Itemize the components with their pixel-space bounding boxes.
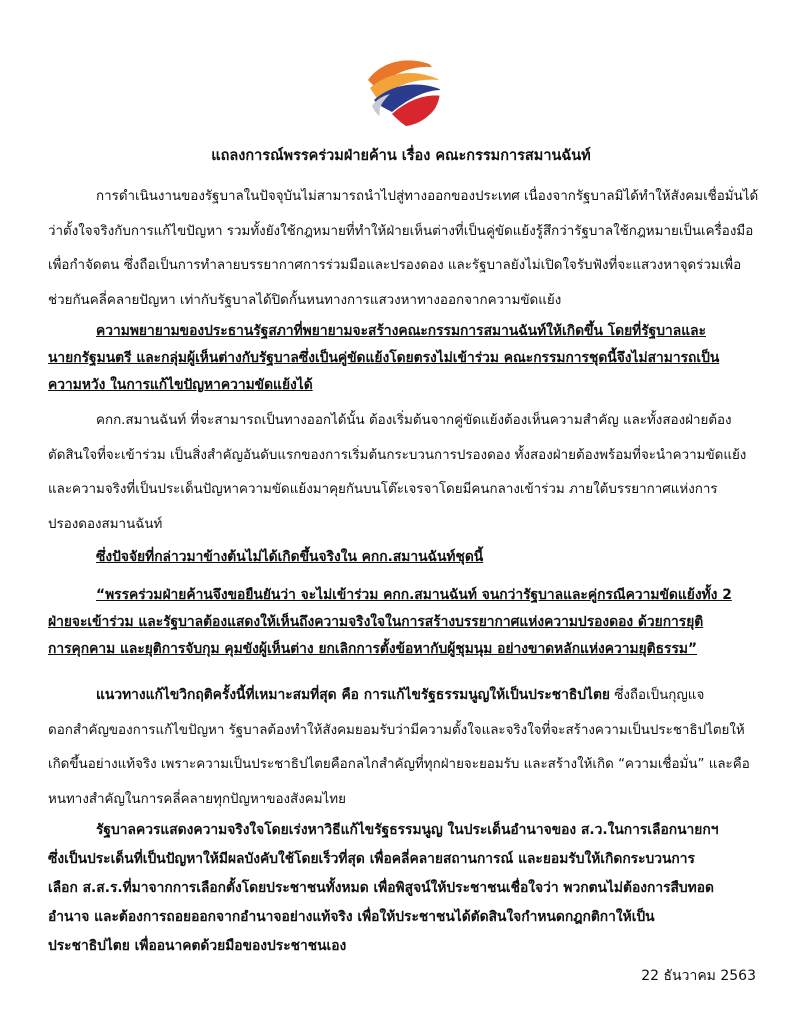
text-line: รัฐบาลควรแสดงความจริงใจโดยเร่งหาวิธีแก้ไขรัฐธรรมนูญ ในประเด็นอำนาจของ ส.ว.ในการเลือกนายกฯ [96, 822, 719, 838]
paragraph-parliament-president-effort [48, 318, 756, 399]
text-line: ว่าตั้งใจจริงกับการแก้ไขปัญหา รวมทั้งยังใช้กฎหมายที่ทำให้ฝ่ายเห็นต่างที่เป็นคู่ขัดแย้งรู้สึกว่ารัฐบาลใช้กฎหมายเป็นเครื่องมือ [48, 223, 754, 239]
statement-title: แถลงการณ์พรรคร่วมฝ่ายค้าน เรื่อง คณะกรรมการสมานฉันท์ [211, 148, 591, 164]
paragraph-constitution-amendment [48, 816, 756, 961]
paragraph-crisis-solution [48, 678, 756, 817]
text-line: “พรรคร่วมฝ่ายค้านจึงขอยืนยันว่า จะไม่เข้าร่วม คกก.สมานฉันท์ จนกว่ารัฐบาลและคู่กรณีความขัดแย้งทั้ง 2 [96, 587, 732, 603]
text-line: หนทางสำคัญในการคลี่คลายทุกปัญหาของสังคมไทย [48, 791, 346, 807]
text-line: ดอกสำคัญของการแก้ไขปัญหา รัฐบาลต้องทำให้สังคมยอมรับว่ามีความตั้งใจและจริงใจที่จะสร้างความเป็นประชาธิปไตยให้ [48, 722, 745, 738]
text-line: และความจริงที่เป็นประเด็นปัญหาความขัดแย้งมาคุยกันบนโต๊ะเจรจาโดยมีคนกลางเข้าร่วม ภายใต้บรรยากาศแห่งการ [48, 482, 718, 497]
text-line: ซึ่งปัจจัยที่กล่าวมาข้างต้นไม่ได้เกิดขึ้นจริงใน คกก.สมานฉันท์ชุดนี้ [96, 549, 484, 565]
paragraph-government-performance [48, 180, 759, 318]
paragraph-reconciliation-committee [48, 404, 756, 542]
text-line: อำนาจ และต้องการถอยออกจากอำนาจอย่างแท้จริง เพื่อให้ประชาชนได้ตัดสินใจกำหนดกฎกติกาให้เป็น [48, 909, 655, 925]
statement-date: 22 ธันวาคม 2563 [641, 968, 756, 984]
text-line: ซึ่งเป็นประเด็นที่เป็นปัญหาให้มีผลบังคับใช้โดยเร็วที่สุด เพื่อคลี่คลายสถานการณ์ และยอมรับให้เกิดกระบวนการ [48, 851, 695, 867]
paragraph-factors-summary [48, 544, 756, 570]
text-line: ความหวัง ในการแก้ไขปัญหาความขัดแย้งได้ [48, 377, 313, 393]
text-line: เพื่อกำจัดตน ซึ่งถือเป็นการทำลายบรรยากาศการร่วมมือและปรองดอง และรัฐบาลยังไม่เปิดใจรับฟังที่จะแสวงหาจุดร่วมเพื่อ [48, 258, 742, 273]
text-lead: แนวทางแก้ไขวิกฤติครั้งนี้ที่เหมาะสมที่สุด คือ การแก้ไขรัฐธรรมนูญให้เป็นประชาธิปไตย [96, 687, 611, 703]
text-line: ประชาธิปไตย เพื่ออนาคตด้วยมือของประชาชนเอง [48, 938, 347, 954]
text-line: ความพยายามของประธานรัฐสภาที่พยายามจะสร้างคณะกรรมการสมานฉันท์ให้เกิดขึ้น โดยที่รัฐบาลและ [96, 323, 706, 339]
text-line: นายกรัฐมนตรี และกลุ่มผู้เห็นต่างกับรัฐบาลซึ่งเป็นคู่ขัดแย้งโดยตรงไม่เข้าร่วม คณะกรรมการชุดนี้จึงไม่สามารถเป็น [48, 350, 720, 366]
text-line: เลือก ส.ส.ร.ที่มาจากการเลือกตั้งโดยประชาชนทั้งหมด เพื่อพิสูจน์ให้ประชาชนเชื่อใจว่า พวกตนไม่ต้องการสืบทอด [48, 880, 715, 896]
text-line: ช่วยกันคลี่คลายปัญหา เท่ากับรัฐบาลได้ปิดกั้นหนทางการแสวงหาทางออกจากความขัดแย้ง [48, 292, 562, 308]
party-logo-icon [362, 50, 444, 130]
text-line: คกก.สมานฉันท์ ที่จะสามารถเป็นทางออกได้นั้น ต้องเริ่มต้นจากคู่ขัดแย้งต้องเห็นความสำคัญ และทั้งสองฝ่ายต้อง [96, 413, 732, 428]
text-line: การคุกคาม และยุติการจับกุม คุมขังผู้เห็นต่าง ยกเลิกการตั้งข้อหากับผู้ชุมนุม อย่างขาดหลักแห่งความยุติธรรม” [48, 641, 698, 657]
paragraph-opposition-position-quote [48, 582, 756, 663]
text-line: เกิดขึ้นอย่างแท้จริง เพราะความเป็นประชาธิปไตยคือกลไกสำคัญที่ทุกฝ่ายจะยอมรับ และสร้างให้เกิด “ความเชื่อมั่น” และคือ [48, 757, 750, 772]
text-line: ตัดสินใจที่จะเข้าร่วม เป็นสิ่งสำคัญอันดับแรกของการเริ่มต้นกระบวนการปรองดอง ทั้งสองฝ่ายต้องพร้อมที่จะนำความขัดแย้ง [48, 447, 747, 463]
text-line: ฝ่ายจะเข้าร่วม และรัฐบาลต้องแสดงให้เห็นถึงความจริงใจในการสร้างบรรยากาศแห่งความปรองดอง ด้วยการยุติ [48, 614, 704, 630]
text-line: ปรองดองสมานฉันท์ [48, 516, 163, 532]
text-line [48, 678, 756, 714]
text-line: การดำเนินงานของรัฐบาลในปัจจุบันไม่สามารถนำไปสู่ทางออกของประเทศ เนื่องจากรัฐบาลมิได้ทำให้สังคมเชื่อมั่นได้ [96, 189, 759, 204]
text-lead-rest: ซึ่งถือเป็นกุญแจ [610, 688, 705, 703]
